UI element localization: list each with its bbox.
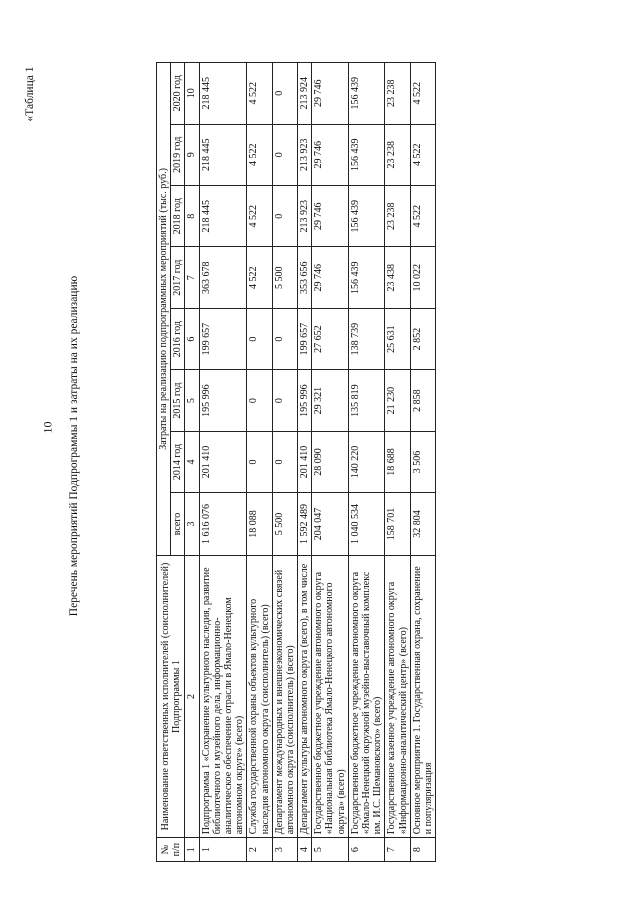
row-number: 3 <box>272 838 297 862</box>
row-number: 4 <box>298 838 312 862</box>
table-wrapper <box>156 62 586 862</box>
value-2018: 23 238 <box>385 186 410 247</box>
value-2017: 23 438 <box>385 247 410 308</box>
col-number: 8 <box>185 186 199 247</box>
value-2014: 0 <box>272 431 297 492</box>
table-row <box>247 63 272 862</box>
table-row <box>199 63 247 862</box>
value-2018: 4 522 <box>410 186 435 247</box>
value-2014: 140 220 <box>348 431 385 492</box>
row-name: Государственное бюджетное учреждение автономного округа «Ямало-Ненецкий окружной музейно-выставочный комплекс им. И.С. Шемановского» (всего) <box>348 555 385 837</box>
value-2015: 0 <box>247 370 272 431</box>
value-2018: 156 439 <box>348 186 385 247</box>
row-number: 6 <box>348 838 385 862</box>
row-number: 1 <box>199 838 247 862</box>
col-number: 7 <box>185 247 199 308</box>
value-2017: 5 500 <box>272 247 297 308</box>
table-row <box>348 63 385 862</box>
row-name: Государственное бюджетное учреждение автономного округа «Национальная библиотека Ямало-Ненецкого автономного округа» (всего) <box>312 555 349 837</box>
value-2017: 363 678 <box>199 247 247 308</box>
value-2017: 156 439 <box>348 247 385 308</box>
row-number: 7 <box>385 838 410 862</box>
col-number: 6 <box>185 308 199 369</box>
row-name: Департамент международных и внешнеэкономических связей автономного округа (соисполнитель) (всего) <box>272 555 297 837</box>
value-2020: 29 746 <box>312 63 349 125</box>
col-number: 9 <box>185 124 199 185</box>
value-2015: 21 230 <box>385 370 410 431</box>
value-2015: 0 <box>272 370 297 431</box>
col-number: 10 <box>185 63 199 125</box>
col-number: 5 <box>185 370 199 431</box>
value-2014: 201 410 <box>199 431 247 492</box>
header-total: всего <box>171 493 185 556</box>
value-2019: 0 <box>272 124 297 185</box>
value-total: 1 040 534 <box>348 493 385 556</box>
value-2014: 18 688 <box>385 431 410 492</box>
value-2016: 0 <box>272 308 297 369</box>
value-2015: 195 996 <box>199 370 247 431</box>
table-row <box>312 63 349 862</box>
value-2016: 25 631 <box>385 308 410 369</box>
value-2017: 353 656 <box>298 247 312 308</box>
value-2015: 2 858 <box>410 370 435 431</box>
value-2020: 4 522 <box>247 63 272 125</box>
value-total: 158 701 <box>385 493 410 556</box>
value-2016: 138 739 <box>348 308 385 369</box>
value-2019: 23 238 <box>385 124 410 185</box>
value-2016: 0 <box>247 308 272 369</box>
value-2017: 10 022 <box>410 247 435 308</box>
col-number: 3 <box>185 493 199 556</box>
value-total: 1 616 076 <box>199 493 247 556</box>
value-2020: 218 445 <box>199 63 247 125</box>
value-2019: 218 445 <box>199 124 247 185</box>
value-2014: 0 <box>247 431 272 492</box>
value-2015: 29 321 <box>312 370 349 431</box>
value-2014: 28 090 <box>312 431 349 492</box>
table-row <box>410 63 435 862</box>
value-2020: 4 522 <box>410 63 435 125</box>
header-no: № п/п <box>157 838 185 862</box>
value-2020: 0 <box>272 63 297 125</box>
value-2020: 156 439 <box>348 63 385 125</box>
header-year: 2016 год <box>171 308 185 369</box>
row-name: Служба государственной охраны объектов культурного наследия автономного округа (соисполнитель) (всего) <box>247 555 272 837</box>
row-number: 2 <box>247 838 272 862</box>
header-row-top <box>157 63 171 862</box>
header-year: 2019 год <box>171 124 185 185</box>
value-2019: 29 746 <box>312 124 349 185</box>
table-label: «Таблица 1 <box>24 66 36 122</box>
value-2019: 213 923 <box>298 124 312 185</box>
value-2016: 199 657 <box>298 308 312 369</box>
value-2014: 3 506 <box>410 431 435 492</box>
value-2019: 4 522 <box>247 124 272 185</box>
row-number: 8 <box>410 838 435 862</box>
value-2018: 218 445 <box>199 186 247 247</box>
row-name: Департамент культуры автономного округа (всего), в том числе <box>298 555 312 837</box>
value-2018: 213 923 <box>298 186 312 247</box>
value-2019: 156 439 <box>348 124 385 185</box>
value-2019: 4 522 <box>410 124 435 185</box>
col-number: 4 <box>185 431 199 492</box>
value-2016: 199 657 <box>199 308 247 369</box>
value-2017: 29 746 <box>312 247 349 308</box>
value-total: 32 804 <box>410 493 435 556</box>
value-total: 5 500 <box>272 493 297 556</box>
header-year: 2014 год <box>171 431 185 492</box>
value-2015: 135 819 <box>348 370 385 431</box>
value-2020: 23 238 <box>385 63 410 125</box>
row-name: Основное мероприятие 1. Государственная охрана, сохранение и популяризация <box>410 555 435 837</box>
value-total: 204 047 <box>312 493 349 556</box>
header-year: 2017 год <box>171 247 185 308</box>
value-2018: 0 <box>272 186 297 247</box>
value-2016: 27 652 <box>312 308 349 369</box>
header-row-col-numbers <box>185 63 199 862</box>
row-name: Подпрограмма 1 «Сохранение культурного наследия, развитие библиотечного и музейного дела, информационно-аналитическое обеспечение отрасли в Ямало-Ненецком автономном округе» (всего) <box>199 555 247 837</box>
header-year: 2018 год <box>171 186 185 247</box>
page-number: 10 <box>40 421 55 434</box>
value-2016: 2 852 <box>410 308 435 369</box>
col-number: 2 <box>185 555 199 837</box>
value-total: 18 088 <box>247 493 272 556</box>
value-2018: 29 746 <box>312 186 349 247</box>
table-row <box>272 63 297 862</box>
row-number: 5 <box>312 838 349 862</box>
value-2014: 201 410 <box>298 431 312 492</box>
header-name: Наименование ответственных исполнителей (соисполнителей) Подпрограммы 1 <box>157 555 185 837</box>
header-costs: Затраты на реализацию подпрограммных мероприятий (тыс. руб.) <box>157 63 171 556</box>
value-2020: 213 924 <box>298 63 312 125</box>
header-year: 2015 год <box>171 370 185 431</box>
value-2018: 4 522 <box>247 186 272 247</box>
col-number: 1 <box>185 838 199 862</box>
header-year: 2020 год <box>171 63 185 125</box>
value-2015: 195 996 <box>298 370 312 431</box>
value-total: 1 592 489 <box>298 493 312 556</box>
table-row <box>385 63 410 862</box>
value-2017: 4 522 <box>247 247 272 308</box>
row-name: Государственное казенное учреждение автономного округа «Информационно-аналитический центр» (всего) <box>385 555 410 837</box>
table-row <box>298 63 312 862</box>
expenditure-table <box>156 62 436 862</box>
table-caption: Перечень мероприятий Подпрограммы 1 и затраты на их реализацию <box>68 275 80 617</box>
